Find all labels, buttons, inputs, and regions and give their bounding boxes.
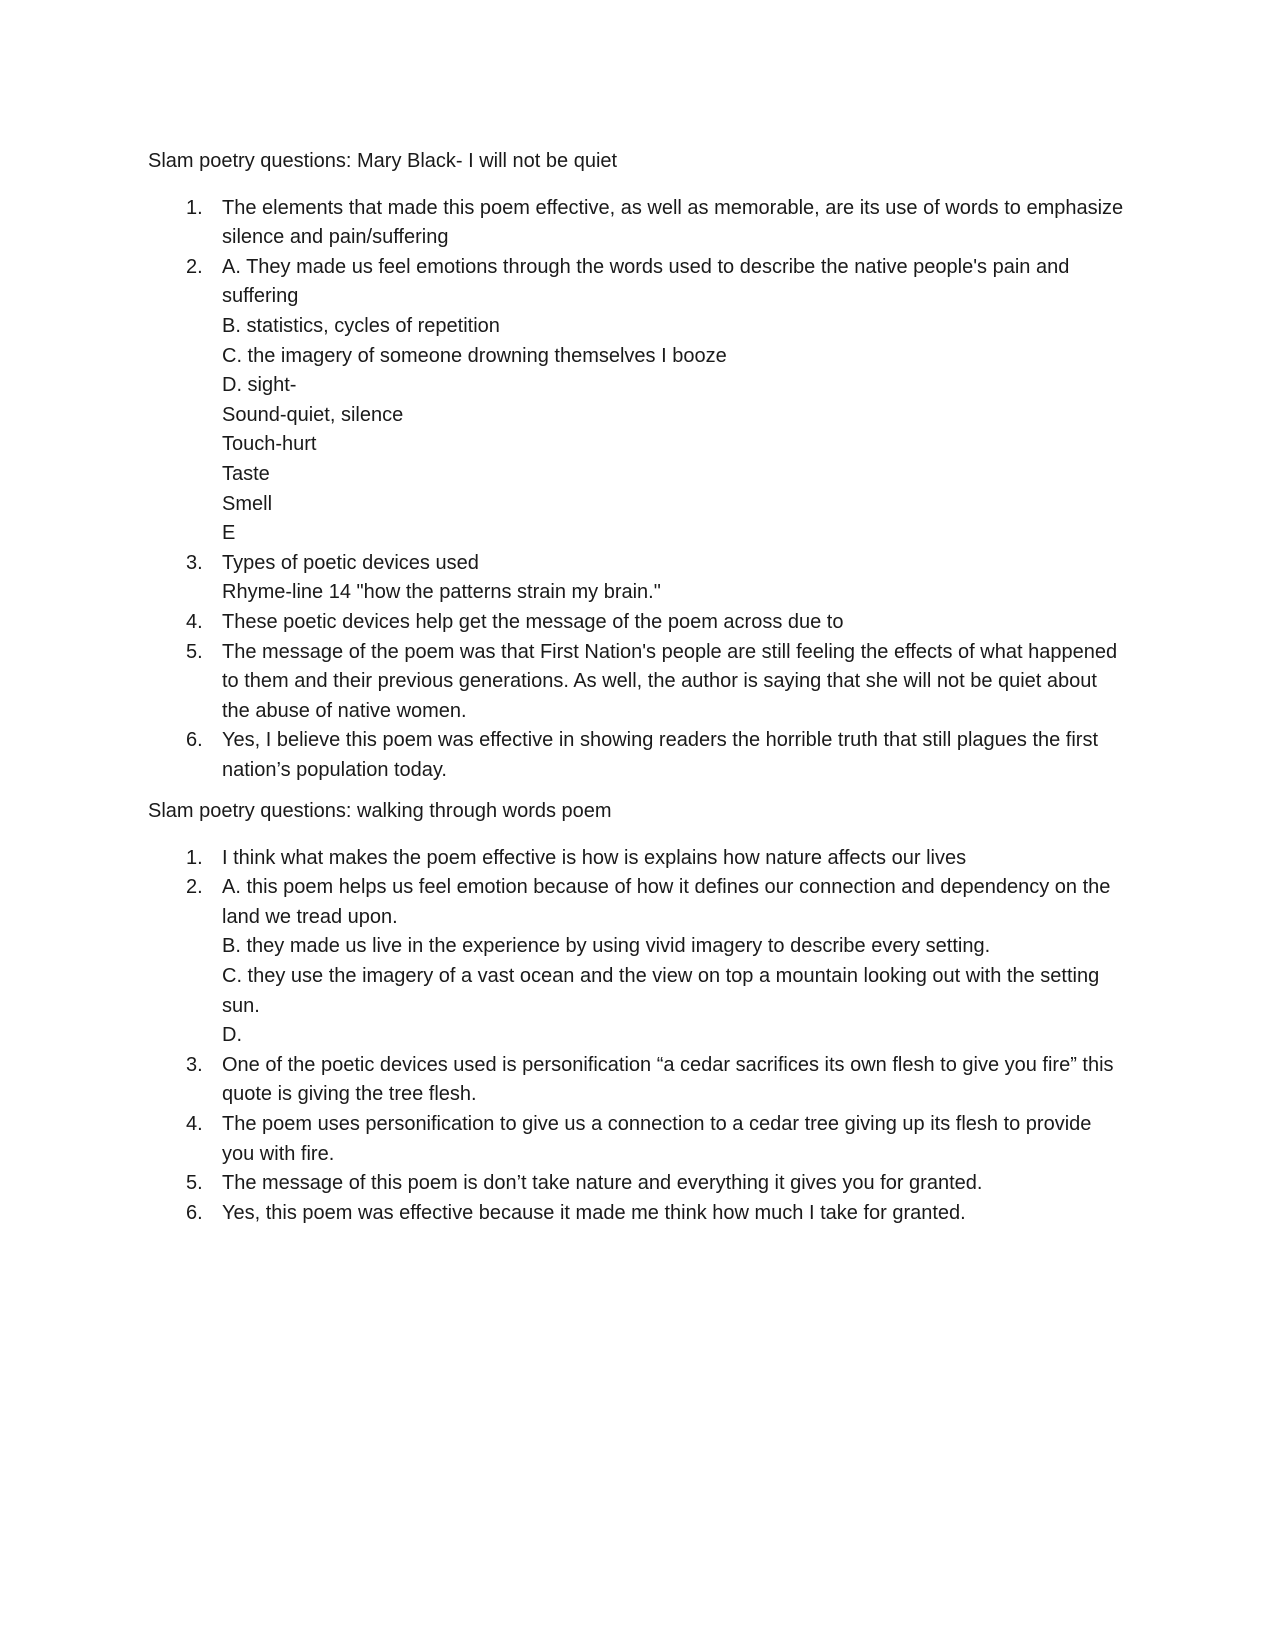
item-number: 3.	[186, 551, 203, 574]
section-heading: Slam poetry questions: walking through words poem	[148, 800, 612, 822]
answer-line: The message of this poem is don’t take nature and everything it gives you for granted.	[222, 1172, 983, 1195]
answer-line: D.	[222, 1024, 242, 1047]
answer-line: C. the imagery of someone drowning themselves I booze	[222, 344, 727, 367]
section-heading: Slam poetry questions: Mary Black- I will not be quiet	[148, 150, 618, 172]
item-number: 6.	[186, 729, 203, 752]
answer-line: The poem uses personification to give us a connection to a cedar tree giving up its flesh to provide you with fire.	[222, 1112, 1092, 1165]
answer-line: The message of the poem was that First Nation's people are still feeling the effects of what happened to them and their previous generations. As well, the author is saying that she will not be quiet about the abuse of native women.	[222, 640, 1118, 722]
item-number: 4.	[186, 1112, 203, 1135]
item-number: 1.	[186, 196, 203, 219]
list-item	[148, 608, 1128, 638]
question-list	[148, 194, 1128, 786]
section-walking-through-words	[148, 797, 1128, 1228]
answer-line: B. they made us live in the experience by using vivid imagery to describe every setting.	[222, 935, 991, 958]
item-number: 3.	[186, 1053, 203, 1076]
answer-line: Taste	[222, 462, 270, 485]
list-item	[148, 1199, 1128, 1229]
item-number: 5.	[186, 640, 203, 663]
answer-line: The elements that made this poem effective, as well as memorable, are its use of words to emphasize silence and pain/suffering	[222, 196, 1124, 249]
answer-line: Sound-quiet, silence	[222, 403, 404, 426]
item-number: 4.	[186, 610, 203, 633]
list-item	[148, 638, 1128, 727]
answer-line: I think what makes the poem effective is how is explains how nature affects our lives	[222, 846, 967, 869]
item-number: 5.	[186, 1172, 203, 1195]
answer-line: One of the poetic devices used is personification “a cedar sacrifices its own flesh to give you fire” this quote is giving the tree flesh.	[222, 1053, 1114, 1106]
list-item	[148, 549, 1128, 608]
answer-line: Yes, this poem was effective because it made me think how much I take for granted.	[222, 1201, 966, 1224]
section-mary-black	[148, 147, 1128, 785]
list-item	[148, 873, 1128, 1051]
list-item	[148, 253, 1128, 549]
answer-line: Smell	[222, 492, 273, 515]
list-item	[148, 1169, 1128, 1199]
item-number: 1.	[186, 846, 203, 869]
list-item	[148, 726, 1128, 785]
answer-line: D. sight-	[222, 374, 297, 397]
item-number: 2.	[186, 255, 203, 278]
list-item	[148, 194, 1128, 253]
answer-line: A. this poem helps us feel emotion because of how it defines our connection and dependency on the land we tread upon.	[222, 876, 1111, 928]
answer-line: E	[222, 522, 236, 545]
answer-line: Types of poetic devices used	[222, 551, 479, 574]
answer-line: These poetic devices help get the message of the poem across due to	[222, 610, 844, 633]
answer-line: B. statistics, cycles of repetition	[222, 314, 500, 337]
item-number: 2.	[186, 876, 203, 899]
list-item	[148, 1110, 1128, 1169]
answer-line: A. They made us feel emotions through the words used to describe the native people's pain and suffering	[222, 255, 1070, 308]
answer-line: C. they use the imagery of a vast ocean and the view on top a mountain looking out with the setting sun.	[222, 964, 1100, 1017]
list-item	[148, 844, 1128, 874]
answer-line: Touch-hurt	[222, 433, 317, 456]
answer-line: Rhyme-line 14 "how the patterns strain my brain."	[222, 581, 661, 604]
answer-line: Yes, I believe this poem was effective in showing readers the horrible truth that still plagues the first nation’s population today.	[222, 729, 1099, 781]
question-list	[148, 844, 1128, 1229]
list-item	[148, 1051, 1128, 1110]
item-number: 6.	[186, 1201, 203, 1224]
